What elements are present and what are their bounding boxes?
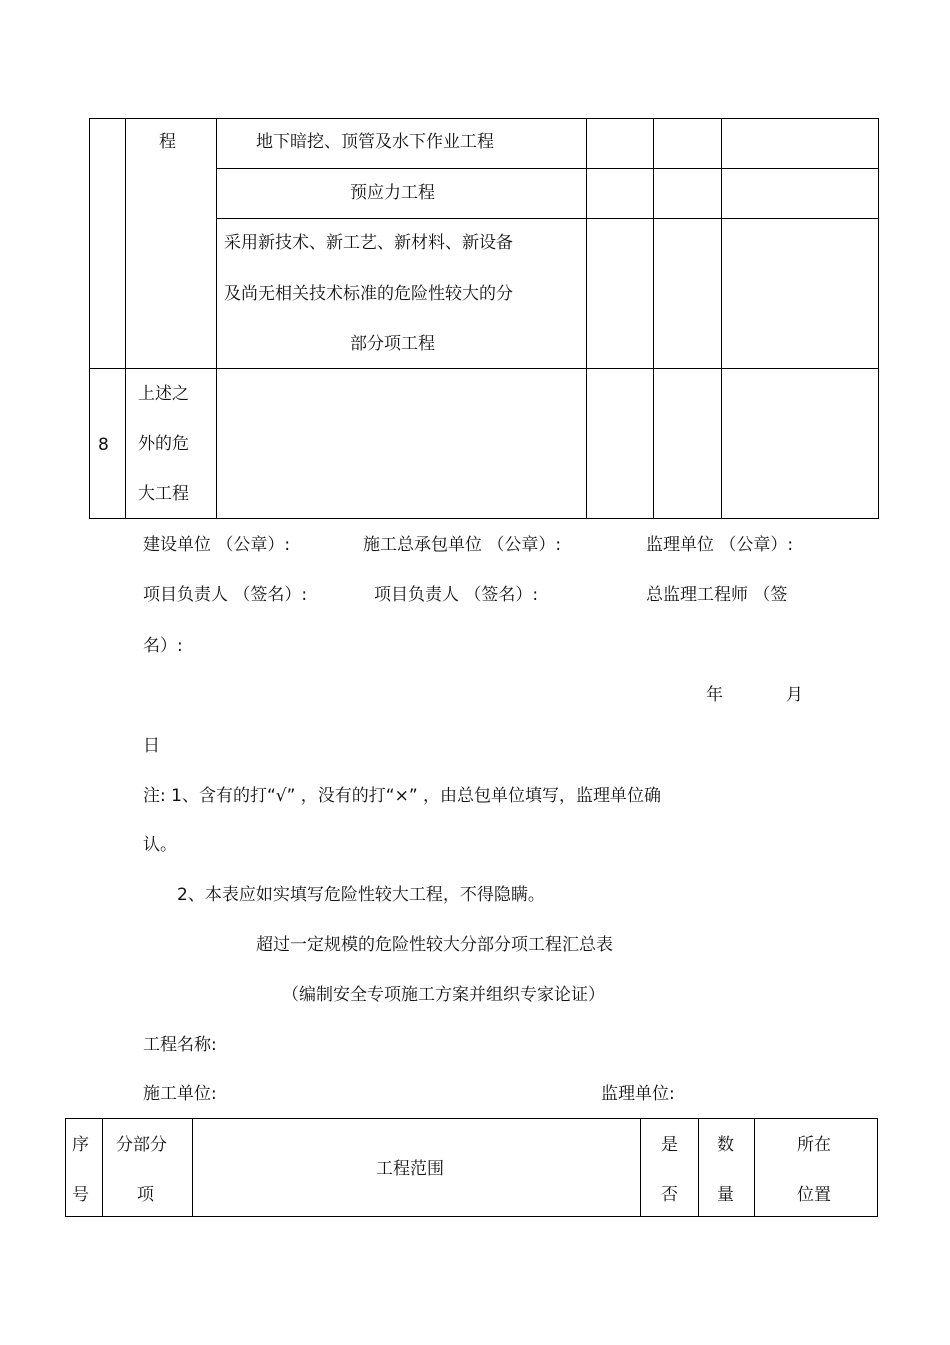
t1-row-divider <box>216 218 879 219</box>
date-month: 月 <box>786 685 803 705</box>
general-contractor-seal: 施工总承包单位 （公章）: <box>363 535 562 555</box>
t2-bottom-border <box>65 1216 878 1217</box>
header-quantity-line1: 数 <box>717 1135 734 1155</box>
t1-top-border <box>89 118 879 119</box>
t2-col-line <box>102 1118 103 1217</box>
t1-bottom-border <box>89 518 879 519</box>
supervision-unit-seal: 监理单位 （公章）: <box>646 535 794 555</box>
category-continuation: 程 <box>159 132 176 152</box>
header-yesno-line2: 否 <box>661 1185 678 1205</box>
item-new-tech-line3: 部分项工程 <box>350 334 435 354</box>
item-prestress: 预应力工程 <box>350 183 435 203</box>
t1-col-line <box>721 118 722 519</box>
t2-col-line <box>754 1118 755 1217</box>
note-2: 2、本表应如实填写危险性较大工程，不得隐瞒。 <box>177 885 545 905</box>
note-1-cont: 认。 <box>143 835 177 855</box>
chief-supervisor-sign-cont: 名）: <box>143 636 183 656</box>
project-manager-sign-1: 项目负责人 （签名）: <box>143 585 308 605</box>
t1-col-line <box>89 118 90 519</box>
t1-row-divider <box>216 168 879 169</box>
header-subitem-line2: 项 <box>137 1185 154 1205</box>
summary-subtitle: （编制安全专项施工方案并组织专家论证） <box>282 985 605 1005</box>
row8-label-line1: 上述之 <box>138 384 189 404</box>
t1-col-line <box>653 118 654 519</box>
project-name-label: 工程名称: <box>143 1035 217 1055</box>
t1-col-line <box>586 118 587 519</box>
t2-col-line <box>65 1118 66 1217</box>
project-manager-sign-2: 项目负责人 （签名）: <box>374 585 539 605</box>
construction-unit-seal: 建设单位 （公章）: <box>143 535 291 555</box>
summary-title: 超过一定规模的危险性较大分部分项工程汇总表 <box>256 935 613 955</box>
item-new-tech-line2: 及尚无相关技术标准的危险性较大的分 <box>224 284 513 304</box>
t2-top-border <box>65 1118 878 1119</box>
header-quantity-line2: 量 <box>717 1185 734 1205</box>
t1-col-line <box>216 118 217 519</box>
row8-label-line3: 大工程 <box>138 484 189 504</box>
t1-row-divider <box>89 368 879 369</box>
t1-col-line <box>878 118 879 519</box>
header-subitem-line1: 分部分 <box>116 1135 167 1155</box>
header-location-line2: 位置 <box>797 1185 831 1205</box>
item-underground: 地下暗挖、顶管及水下作业工程 <box>256 132 494 152</box>
row-number: 8 <box>98 435 109 455</box>
date-day: 日 <box>143 736 160 756</box>
note-1: 注: 1、含有的打“√” ，没有的打“×” ，由总包单位填写，监理单位确 <box>143 786 662 806</box>
date-year: 年 <box>706 685 723 705</box>
chief-supervisor-sign: 总监理工程师 （签 <box>646 585 788 605</box>
t2-col-line <box>192 1118 193 1217</box>
header-seq-line2: 号 <box>72 1185 89 1205</box>
t2-col-line <box>640 1118 641 1217</box>
builder-label: 施工单位: <box>143 1084 217 1104</box>
t2-col-line <box>698 1118 699 1217</box>
header-location-line1: 所在 <box>797 1135 831 1155</box>
header-scope: 工程范围 <box>376 1159 444 1179</box>
header-yesno-line1: 是 <box>661 1135 678 1155</box>
supervisor-label: 监理单位: <box>601 1084 675 1104</box>
item-new-tech-line1: 采用新技术、新工艺、新材料、新设备 <box>224 233 513 253</box>
header-seq-line1: 序 <box>72 1135 89 1155</box>
t1-col-line <box>125 118 126 519</box>
row8-label-line2: 外的危 <box>138 434 189 454</box>
t2-col-line <box>877 1118 878 1217</box>
